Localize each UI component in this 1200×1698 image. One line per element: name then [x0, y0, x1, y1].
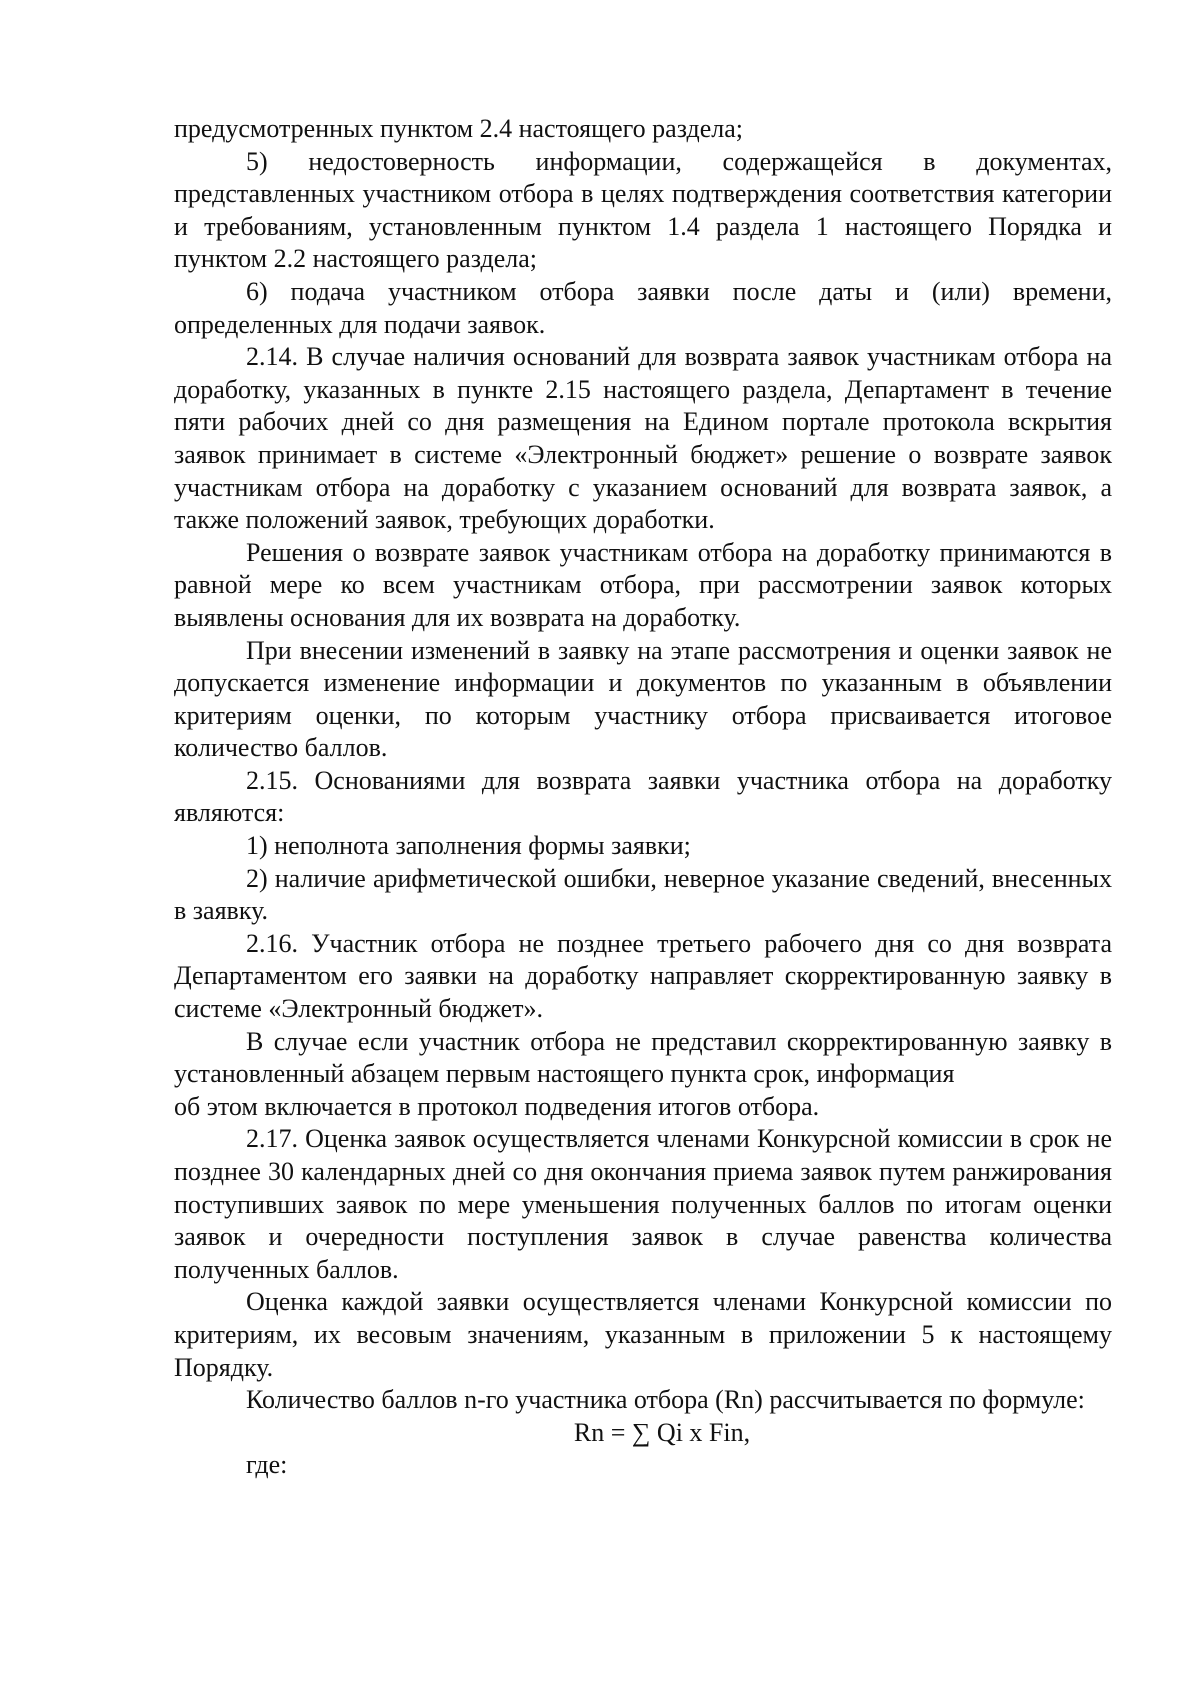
- paragraph-protocol: об этом включается в протокол подведения итогов отбора.: [174, 1091, 820, 1121]
- where-label: где:: [246, 1450, 288, 1480]
- paragraph-return-decisions: Решения о возврате заявок участникам отбора на доработку принимаются в равной мере ко всем участникам отбора, при рассмотрении заявок которых выявлены основания для их возврата на доработку.: [174, 537, 1112, 632]
- paragraph-item-6: 6) подача участником отбора заявки после даты и (или) времени, определенных для подачи заявок.: [174, 276, 1112, 339]
- score-formula: Rn = ∑ Qi x Fin,: [573, 1417, 751, 1447]
- paragraph-changes: При внесении изменений в заявку на этапе рассмотрения и оценки заявок не допускается изменение информации и документов по указанным в объявлении критериям оценки, по которым участнику отбора присваивается итоговое количество баллов.: [174, 635, 1112, 763]
- paragraph-2-14: 2.14. В случае наличия оснований для возврата заявок участникам отбора на доработку, указанных в пункте 2.15 настоящего раздела, Департамент в течение пяти рабочих дней со дня размещения на Едином портале протокола вскрытия заявок принимает в системе «Электронный бюджет» решение о возврате заявок участникам отбора на доработку с указанием оснований для возврата заявок, а также положений заявок, требующих доработки.: [174, 342, 1112, 535]
- paragraph-2-15: 2.15. Основаниями для возврата заявки участника отбора на доработку являются:: [174, 765, 1112, 828]
- paragraph-2-17: 2.17. Оценка заявок осуществляется членами Конкурсной комиссии в срок не позднее 30 календарных дней со дня окончания приема заявок путем ранжирования поступивших заявок по мере уменьшения полученных баллов по итогам оценки заявок и очередности поступления заявок в случае равенства количества полученных баллов.: [174, 1124, 1112, 1284]
- paragraph-item-5: 5) недостоверность информации, содержащейся в документах, представленных участником отбора в целях подтверждения соответствия категории и требованиям, установленным пунктом 1.4 раздела 1 настоящего Порядка и пунктом 2.2 настоящего раздела;: [174, 146, 1112, 274]
- paragraph-criteria: Оценка каждой заявки осуществляется членами Конкурсной комиссии по критериям, их весовым значениям, указанным в приложении 5 к настоящему Порядку.: [174, 1287, 1112, 1382]
- paragraph-score-formula-intro: Количество баллов n-го участника отбора (Rn) рассчитывается по формуле:: [246, 1385, 1085, 1415]
- paragraph-not-submitted: В случае если участник отбора не представил скорректированную заявку в установленный абзацем первым настоящего пункта срок, информация: [174, 1026, 1112, 1089]
- paragraph-continuation: предусмотренных пунктом 2.4 настоящего раздела;: [174, 114, 744, 143]
- paragraph-2-15-item-1: 1) неполнота заполнения формы заявки;: [246, 831, 691, 861]
- paragraph-2-16: 2.16. Участник отбора не позднее третьего рабочего дня со дня возврата Департаментом его заявки на доработку направляет скорректированную заявку в системе «Электронный бюджет».: [174, 928, 1112, 1024]
- paragraph-2-15-item-2: 2) наличие арифметической ошибки, неверное указание сведений, внесенных в заявку.: [174, 863, 1112, 926]
